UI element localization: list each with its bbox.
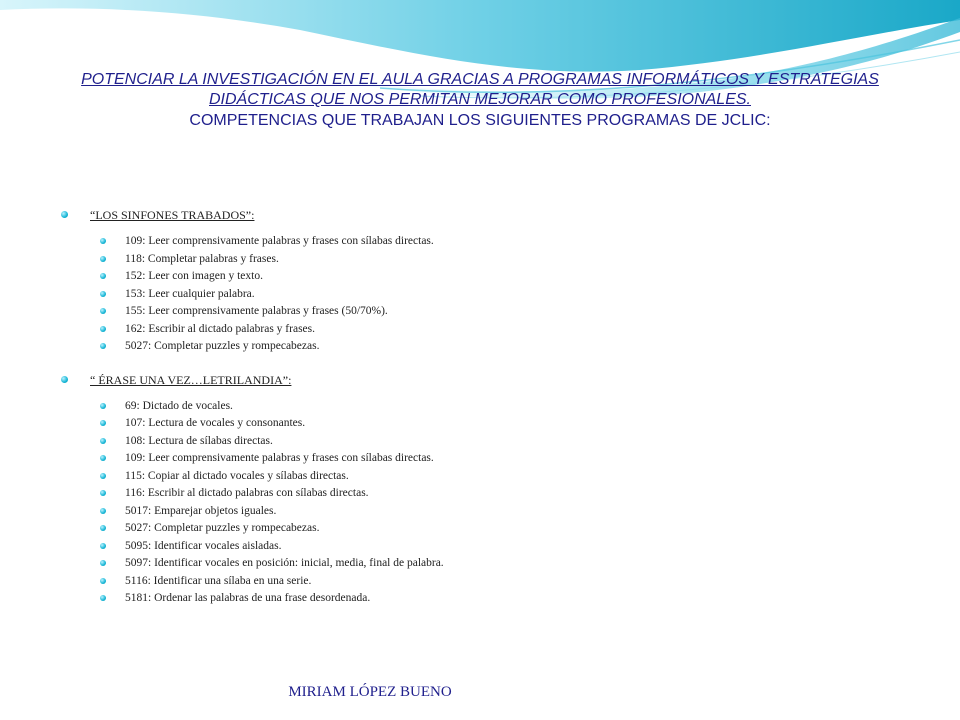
list-item bbox=[60, 538, 920, 556]
list-item-text: 115: Copiar al dictado vocales y sílabas directas. bbox=[125, 469, 349, 482]
list-item bbox=[60, 450, 920, 468]
list-item bbox=[60, 590, 920, 608]
content-list bbox=[60, 207, 920, 608]
list-item-text: 109: Leer comprensivamente palabras y frases con sílabas directas. bbox=[125, 235, 434, 247]
list-item bbox=[60, 555, 920, 573]
bullet-icon bbox=[61, 376, 68, 383]
page-subtitle: COMPETENCIAS QUE TRABAJAN LOS SIGUIENTES PROGRAMAS DE JCLIC: bbox=[189, 112, 771, 129]
list-item bbox=[60, 503, 920, 521]
list-item-text: 5027: Completar puzzles y rompecabezas. bbox=[125, 522, 320, 534]
list-item-text: 5116: Identificar una sílaba en una serie. bbox=[125, 574, 312, 587]
list-item-text: 153: Leer cualquier palabra. bbox=[125, 287, 255, 300]
section-heading-text: “ ÉRASE UNA VEZ…LETRILANDIA”: bbox=[90, 372, 292, 387]
list-item-text: 109: Leer comprensivamente palabras y frases con sílabas directas. bbox=[125, 452, 434, 464]
section-items bbox=[60, 398, 920, 608]
list-item-text: 116: Escribir al dictado palabras con sílabas directas. bbox=[125, 487, 369, 499]
bullet-icon bbox=[100, 508, 106, 514]
title-block bbox=[40, 70, 920, 132]
bullet-icon bbox=[100, 543, 106, 549]
list-item bbox=[60, 573, 920, 591]
list-item bbox=[60, 268, 920, 286]
bullet-icon bbox=[100, 403, 106, 409]
section-heading-text: “LOS SINFONES TRABADOS”: bbox=[90, 208, 255, 222]
list-item-text: 118: Completar palabras y frases. bbox=[125, 252, 279, 265]
bullet-icon bbox=[100, 490, 106, 496]
list-item-text: 5095: Identificar vocales aisladas. bbox=[125, 539, 282, 552]
list-item-text: 5097: Identificar vocales en posición: inicial, media, final de palabra. bbox=[125, 557, 444, 569]
bullet-icon bbox=[100, 560, 106, 566]
list-item bbox=[60, 485, 920, 503]
bullet-icon bbox=[100, 438, 106, 444]
bullet-icon bbox=[100, 256, 106, 262]
list-item bbox=[60, 338, 920, 356]
list-item bbox=[60, 415, 920, 433]
bullet-icon bbox=[100, 291, 106, 297]
list-item-text: 155: Leer comprensivamente palabras y frases (50/70%). bbox=[125, 305, 388, 317]
list-item bbox=[60, 433, 920, 451]
bullet-icon bbox=[100, 455, 106, 461]
bullet-icon bbox=[100, 343, 106, 349]
section-letrilandia bbox=[60, 372, 920, 608]
section-sinfones bbox=[60, 207, 920, 356]
bullet-icon bbox=[100, 326, 106, 332]
list-item-text: 107: Lectura de vocales y consonantes. bbox=[125, 417, 306, 429]
list-item bbox=[60, 468, 920, 486]
list-item bbox=[60, 251, 920, 269]
list-item bbox=[60, 520, 920, 538]
list-item bbox=[60, 321, 920, 339]
bullet-icon bbox=[61, 211, 68, 218]
bullet-icon bbox=[100, 595, 106, 601]
bullet-icon bbox=[100, 525, 106, 531]
bullet-icon bbox=[100, 473, 106, 479]
list-item bbox=[60, 398, 920, 416]
bullet-icon bbox=[100, 578, 106, 584]
list-item-text: 162: Escribir al dictado palabras y frases. bbox=[125, 322, 316, 335]
list-item-text: 5027: Completar puzzles y rompecabezas. bbox=[125, 340, 320, 352]
section-heading bbox=[60, 372, 920, 388]
bullet-icon bbox=[100, 238, 106, 244]
section-items bbox=[60, 233, 920, 356]
list-item-text: 69: Dictado de vocales. bbox=[125, 399, 233, 412]
author-footer: MIRIAM LÓPEZ BUENO bbox=[288, 684, 452, 700]
list-item-text: 108: Lectura de sílabas directas. bbox=[125, 434, 273, 447]
bullet-icon bbox=[100, 420, 106, 426]
bullet-icon bbox=[100, 273, 106, 279]
list-item bbox=[60, 233, 920, 251]
page-title-line-2: DIDÁCTICAS QUE NOS PERMITAN MEJORAR COMO PROFESIONALES. bbox=[209, 91, 751, 108]
list-item-text: 5017: Emparejar objetos iguales. bbox=[125, 504, 277, 517]
section-heading bbox=[60, 207, 920, 223]
list-item-text: 152: Leer con imagen y texto. bbox=[125, 270, 263, 282]
list-item bbox=[60, 303, 920, 321]
list-item-text: 5181: Ordenar las palabras de una frase desordenada. bbox=[125, 592, 371, 604]
list-item bbox=[60, 286, 920, 304]
page-title-line-1: POTENCIAR LA INVESTIGACIÓN EN EL AULA GRACIAS A PROGRAMAS INFORMÁTICOS Y ESTRATEGIAS bbox=[81, 71, 879, 88]
bullet-icon bbox=[100, 308, 106, 314]
